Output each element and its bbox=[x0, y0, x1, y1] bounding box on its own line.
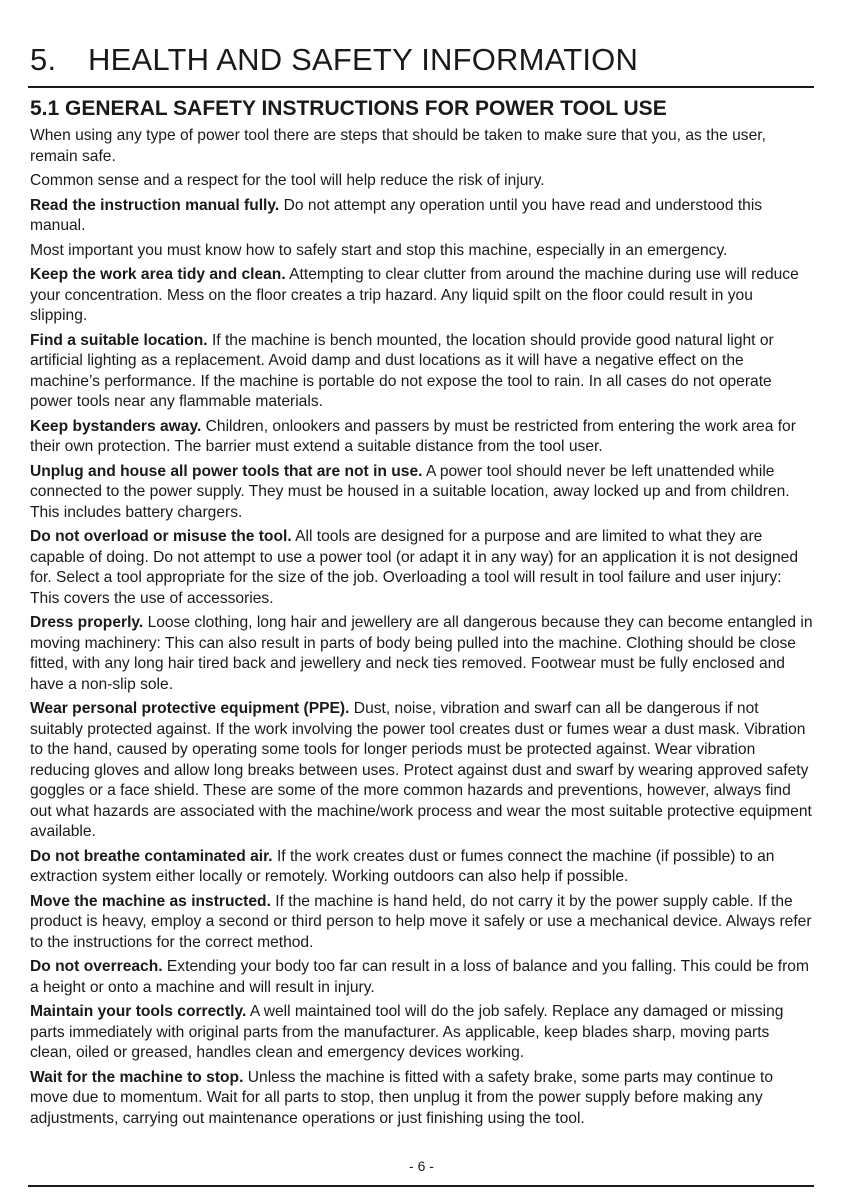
paragraph-bystanders: Keep bystanders away. Children, onlookers and passers by must be restricted from entering the work area for their own protection. The barrier must extend a suitable distance from the tool user. bbox=[30, 417, 796, 455]
chapter-number: 5. bbox=[30, 42, 57, 77]
paragraph-maintain: Maintain your tools correctly. A well maintained tool will do the job safely. Replace any damaged or missing parts immediately with original parts from the manufacturer. As applicable, keep blades sharp, moving parts clean, oiled or greased, handles clean and emergency devices working. bbox=[30, 1003, 784, 1061]
paragraph-location: Find a suitable location. If the machine is bench mounted, the location should provide good natural light or artificial lighting as a replacement. Avoid damp and dust locations as it will have a negative effect on the machine’s performance. If the machine is portable do not expose the tool to rain. In all cases do not operate power tools near any flammable materials. bbox=[30, 331, 774, 410]
title-divider bbox=[28, 86, 814, 88]
paragraph-move: Move the machine as instructed. If the machine is hand held, do not carry it by the power supply cable. If the product is heavy, employ a second or third person to help move it safely or use a mechanical device. Always refer to the instructions for the correct method. bbox=[30, 892, 812, 951]
paragraph-heading: Find a suitable location. bbox=[30, 331, 208, 349]
paragraph-overload: Do not overload or misuse the tool. All tools are designed for a purpose and are limited to what they are capable of doing. Do not attempt to use a power tool (or adapt it in any way) for an application it is not designed for. Select a tool appropriate for the size of the job. Overloading a tool will result in tool failure and user injury: This covers the use of accessories. bbox=[30, 528, 799, 607]
paragraph-heading: Dress properly. bbox=[30, 614, 144, 631]
paragraph-heading: Keep bystanders away. bbox=[30, 417, 202, 435]
page-number: - 6 - bbox=[409, 1158, 434, 1174]
paragraph-heading: Do not overreach. bbox=[30, 958, 163, 975]
paragraph-dress: Dress properly. Loose clothing, long hair and jewellery are all dangerous because they can become entangled in moving machinery: This can also result in parts of body being pulled into the machine. Clothing should be close fitted, with any long hair tired back and jewellery and neck ties removed. Footwear must be fully enclosed and have a non-slip sole. bbox=[30, 614, 813, 693]
paragraph-heading: Move the machine as instructed. bbox=[30, 892, 271, 910]
paragraph-work-area: Keep the work area tidy and clean. Attempting to clear clutter from around the machine during use will reduce your concentration. Mess on the floor creates a trip hazard. Any liquid spilt on the floor could result in you slipping. bbox=[30, 266, 799, 324]
paragraph-unplug: Unplug and house all power tools that are not in use. A power tool should never be left unattended while connected to the power supply. They must be housed in a suitable location, away locked up and from children. This includes battery chargers. bbox=[30, 462, 790, 521]
paragraph-common-sense: Common sense and a respect for the tool will help reduce the risk of injury. bbox=[30, 172, 545, 189]
paragraph-heading: Do not breathe contaminated air. bbox=[30, 847, 273, 865]
paragraph-heading: Unplug and house all power tools that are not in use. bbox=[30, 462, 423, 480]
paragraph-heading: Wait for the machine to stop. bbox=[30, 1068, 244, 1086]
paragraph-air: Do not breathe contaminated air. If the work creates dust or fumes connect the machine (if possible) to an extraction system either locally or remotely. Working outdoors can also help if possible. bbox=[30, 847, 775, 885]
paragraph-heading: Read the instruction manual fully. bbox=[30, 196, 280, 214]
chapter-title bbox=[30, 42, 638, 78]
paragraph-heading: Keep the work area tidy and clean. bbox=[30, 266, 286, 283]
paragraph-heading: Do not overload or misuse the tool. bbox=[30, 528, 292, 545]
section-title: 5.1 GENERAL SAFETY INSTRUCTIONS FOR POWER TOOL USE bbox=[30, 97, 667, 120]
footer-divider bbox=[28, 1185, 814, 1187]
paragraph-intro: When using any type of power tool there are steps that should be taken to make sure that you, as the user, remain safe. bbox=[30, 127, 766, 165]
paragraph-heading: Wear personal protective equipment (PPE). bbox=[30, 700, 350, 717]
paragraph-ppe: Wear personal protective equipment (PPE). Dust, noise, vibration and swarf can all be dangerous if not suitably protected against. If the work involving the power tool creates dust or fumes wear a dust mask. Vibration to the hand, caused by operating some tools for longer periods must be protected against. Wear vibration reducing gloves and allow long breaks between uses. Protect against dust and swarf by wearing approved safety goggles or a face shield. These are some of the more common hazards and preventions, however, always find out what hazards are associated with the machine/work process and wear the most suitable protective equipment available. bbox=[30, 700, 812, 840]
paragraph-heading: Maintain your tools correctly. bbox=[30, 1003, 247, 1020]
paragraph-start-stop: Most important you must know how to safely start and stop this machine, especially in an emergency. bbox=[30, 241, 728, 259]
safety-instructions-body bbox=[30, 126, 814, 1133]
paragraph-wait: Wait for the machine to stop. Unless the machine is fitted with a safety brake, some parts may continue to move due to momentum. Wait for all parts to stop, then unplug it from the power supply before making any adjustments, carrying out maintenance operations or just finishing using the tool. bbox=[30, 1068, 773, 1127]
paragraph-overreach: Do not overreach. Extending your body too far can result in a loss of balance and you falling. This could be from a height or onto a machine and will result in injury. bbox=[30, 958, 809, 996]
chapter-title-text: HEALTH AND SAFETY INFORMATION bbox=[88, 42, 639, 77]
paragraph-read-manual: Read the instruction manual fully. Do not attempt any operation until you have read and understood this manual. bbox=[30, 196, 763, 234]
